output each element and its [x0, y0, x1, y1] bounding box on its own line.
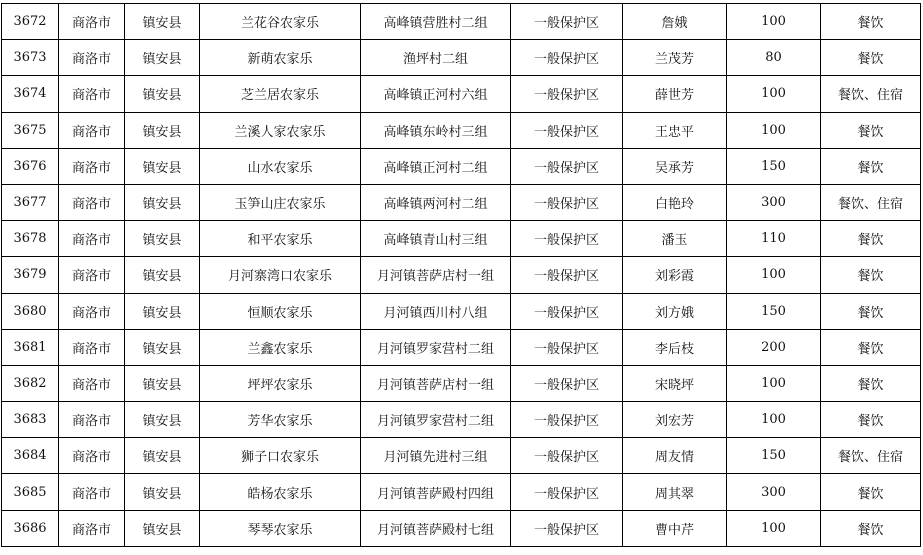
record-number: 3684 [2, 438, 59, 474]
operator-name-cell: 王忠平 [623, 112, 727, 148]
service-type-cell: 餐饮、住宿 [821, 438, 921, 474]
capacity-cell: 150 [727, 438, 821, 474]
capacity-cell: 300 [727, 474, 821, 510]
protection-zone-cell: 一般保护区 [511, 40, 623, 76]
city-cell: 商洛市 [59, 474, 125, 510]
address-cell: 月河镇罗家营村二组 [361, 402, 511, 438]
county-cell: 镇安县 [125, 510, 200, 546]
business-name-cell: 芳华农家乐 [200, 402, 361, 438]
address-cell: 月河镇菩萨店村一组 [361, 365, 511, 401]
city-cell: 商洛市 [59, 76, 125, 112]
operator-name-cell: 曹中芹 [623, 510, 727, 546]
operator-name-cell: 刘彩霞 [623, 257, 727, 293]
table-row [2, 293, 921, 329]
operator-name-cell: 兰茂芳 [623, 40, 727, 76]
service-type-cell: 餐饮 [821, 329, 921, 365]
capacity-cell: 100 [727, 365, 821, 401]
city-cell: 商洛市 [59, 365, 125, 401]
city-cell: 商洛市 [59, 148, 125, 184]
capacity-cell: 100 [727, 257, 821, 293]
county-cell: 镇安县 [125, 474, 200, 510]
county-cell: 镇安县 [125, 40, 200, 76]
operator-name-cell: 吴承芳 [623, 148, 727, 184]
record-number: 3676 [2, 148, 59, 184]
table-row [2, 474, 921, 510]
city-cell: 商洛市 [59, 510, 125, 546]
county-cell: 镇安县 [125, 4, 200, 40]
record-number: 3682 [2, 365, 59, 401]
address-cell: 高峰镇营胜村二组 [361, 4, 511, 40]
address-cell: 高峰镇正河村二组 [361, 148, 511, 184]
protection-zone-cell: 一般保护区 [511, 257, 623, 293]
service-type-cell: 餐饮 [821, 40, 921, 76]
record-number: 3673 [2, 40, 59, 76]
capacity-cell: 150 [727, 148, 821, 184]
operator-name-cell: 周其翠 [623, 474, 727, 510]
address-cell: 月河镇罗家营村二组 [361, 329, 511, 365]
city-cell: 商洛市 [59, 402, 125, 438]
operator-name-cell: 潘玉 [623, 221, 727, 257]
table-row [2, 4, 921, 40]
record-number: 3672 [2, 4, 59, 40]
business-name-cell: 兰花谷农家乐 [200, 4, 361, 40]
service-type-cell: 餐饮 [821, 112, 921, 148]
service-type-cell: 餐饮 [821, 4, 921, 40]
protection-zone-cell: 一般保护区 [511, 112, 623, 148]
city-cell: 商洛市 [59, 221, 125, 257]
business-name-cell: 玉笋山庄农家乐 [200, 184, 361, 220]
address-cell: 月河镇菩萨殿村四组 [361, 474, 511, 510]
city-cell: 商洛市 [59, 4, 125, 40]
business-name-cell: 狮子口农家乐 [200, 438, 361, 474]
service-type-cell: 餐饮 [821, 365, 921, 401]
service-type-cell: 餐饮 [821, 293, 921, 329]
county-cell: 镇安县 [125, 402, 200, 438]
operator-name-cell: 詹娥 [623, 4, 727, 40]
business-name-cell: 兰鑫农家乐 [200, 329, 361, 365]
service-type-cell: 餐饮、住宿 [821, 184, 921, 220]
protection-zone-cell: 一般保护区 [511, 76, 623, 112]
city-cell: 商洛市 [59, 293, 125, 329]
city-cell: 商洛市 [59, 329, 125, 365]
operator-name-cell: 李后枝 [623, 329, 727, 365]
business-name-cell: 芝兰居农家乐 [200, 76, 361, 112]
address-cell: 月河镇先进村三组 [361, 438, 511, 474]
record-number: 3683 [2, 402, 59, 438]
record-number: 3686 [2, 510, 59, 546]
capacity-cell: 110 [727, 221, 821, 257]
farmhouse-registry-table [1, 3, 921, 547]
city-cell: 商洛市 [59, 40, 125, 76]
record-number: 3678 [2, 221, 59, 257]
business-name-cell: 兰溪人家农家乐 [200, 112, 361, 148]
county-cell: 镇安县 [125, 329, 200, 365]
service-type-cell: 餐饮 [821, 402, 921, 438]
protection-zone-cell: 一般保护区 [511, 474, 623, 510]
protection-zone-cell: 一般保护区 [511, 293, 623, 329]
city-cell: 商洛市 [59, 438, 125, 474]
address-cell: 高峰镇两河村二组 [361, 184, 511, 220]
capacity-cell: 100 [727, 76, 821, 112]
county-cell: 镇安县 [125, 148, 200, 184]
protection-zone-cell: 一般保护区 [511, 402, 623, 438]
record-number: 3674 [2, 76, 59, 112]
county-cell: 镇安县 [125, 76, 200, 112]
protection-zone-cell: 一般保护区 [511, 221, 623, 257]
service-type-cell: 餐饮、住宿 [821, 76, 921, 112]
record-number: 3677 [2, 184, 59, 220]
county-cell: 镇安县 [125, 184, 200, 220]
table-row [2, 148, 921, 184]
table-row [2, 365, 921, 401]
address-cell: 高峰镇青山村三组 [361, 221, 511, 257]
table-row [2, 402, 921, 438]
address-cell: 月河镇西川村八组 [361, 293, 511, 329]
county-cell: 镇安县 [125, 221, 200, 257]
county-cell: 镇安县 [125, 438, 200, 474]
capacity-cell: 150 [727, 293, 821, 329]
protection-zone-cell: 一般保护区 [511, 329, 623, 365]
capacity-cell: 100 [727, 402, 821, 438]
operator-name-cell: 白艳玲 [623, 184, 727, 220]
record-number: 3679 [2, 257, 59, 293]
capacity-cell: 200 [727, 329, 821, 365]
county-cell: 镇安县 [125, 112, 200, 148]
record-number: 3675 [2, 112, 59, 148]
table-row [2, 510, 921, 546]
operator-name-cell: 薛世芳 [623, 76, 727, 112]
county-cell: 镇安县 [125, 365, 200, 401]
service-type-cell: 餐饮 [821, 148, 921, 184]
operator-name-cell: 刘方娥 [623, 293, 727, 329]
protection-zone-cell: 一般保护区 [511, 4, 623, 40]
record-number: 3680 [2, 293, 59, 329]
capacity-cell: 80 [727, 40, 821, 76]
table-row [2, 329, 921, 365]
capacity-cell: 100 [727, 4, 821, 40]
business-name-cell: 琴琴农家乐 [200, 510, 361, 546]
table-row [2, 438, 921, 474]
record-number: 3685 [2, 474, 59, 510]
protection-zone-cell: 一般保护区 [511, 184, 623, 220]
table-row [2, 112, 921, 148]
protection-zone-cell: 一般保护区 [511, 365, 623, 401]
capacity-cell: 100 [727, 112, 821, 148]
service-type-cell: 餐饮 [821, 257, 921, 293]
business-name-cell: 恒顺农家乐 [200, 293, 361, 329]
address-cell: 月河镇菩萨店村一组 [361, 257, 511, 293]
business-name-cell: 新萌农家乐 [200, 40, 361, 76]
city-cell: 商洛市 [59, 184, 125, 220]
table-row [2, 76, 921, 112]
protection-zone-cell: 一般保护区 [511, 148, 623, 184]
table-row [2, 221, 921, 257]
service-type-cell: 餐饮 [821, 474, 921, 510]
table-row [2, 184, 921, 220]
county-cell: 镇安县 [125, 257, 200, 293]
protection-zone-cell: 一般保护区 [511, 438, 623, 474]
business-name-cell: 和平农家乐 [200, 221, 361, 257]
address-cell: 高峰镇东岭村三组 [361, 112, 511, 148]
capacity-cell: 100 [727, 510, 821, 546]
operator-name-cell: 刘宏芳 [623, 402, 727, 438]
table-row [2, 40, 921, 76]
business-name-cell: 坪坪农家乐 [200, 365, 361, 401]
city-cell: 商洛市 [59, 257, 125, 293]
address-cell: 渔坪村二组 [361, 40, 511, 76]
city-cell: 商洛市 [59, 112, 125, 148]
operator-name-cell: 周友情 [623, 438, 727, 474]
address-cell: 月河镇菩萨殿村七组 [361, 510, 511, 546]
business-name-cell: 月河寨湾口农家乐 [200, 257, 361, 293]
record-number: 3681 [2, 329, 59, 365]
county-cell: 镇安县 [125, 293, 200, 329]
service-type-cell: 餐饮 [821, 510, 921, 546]
address-cell: 高峰镇正河村六组 [361, 76, 511, 112]
operator-name-cell: 宋晓坪 [623, 365, 727, 401]
protection-zone-cell: 一般保护区 [511, 510, 623, 546]
business-name-cell: 山水农家乐 [200, 148, 361, 184]
business-name-cell: 皓杨农家乐 [200, 474, 361, 510]
table-row [2, 257, 921, 293]
capacity-cell: 300 [727, 184, 821, 220]
service-type-cell: 餐饮 [821, 221, 921, 257]
